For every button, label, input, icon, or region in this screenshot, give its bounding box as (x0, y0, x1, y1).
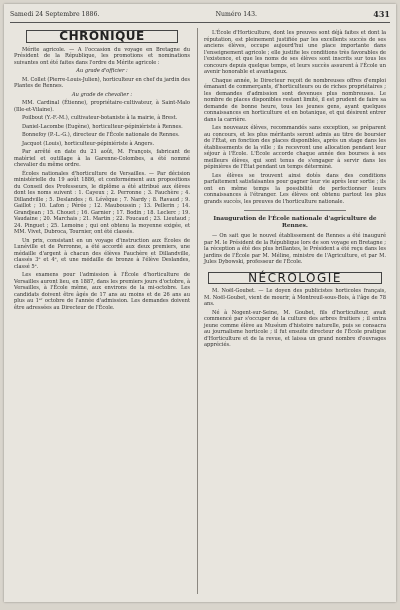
prize-paragraph: Un prix, consistant en un voyage d'instruction aux Écoles de Lunéville et de Perronne, a été accordé aux deux premiers, une médaille d'argent à chacun des élèves Fauchère et Dillandville, classés 3ᵉ et 4ᵉ, et une médaille de bronze à l'élève Deslandes, classé 5ᵉ. (14, 237, 190, 270)
page-number: 431 (373, 9, 390, 19)
officer-subheading: Au grade d'officier : (76, 68, 128, 74)
inauguration-heading: Inauguration de l'École nationale d'agriculture de Rennes. (213, 216, 377, 229)
issue-date: Samedi 24 Septembre 1886. (10, 10, 100, 18)
admission-paragraph: Les examens pour l'admission à l'École d'horticulture de Versailles auront lieu, en 1887, dans les premiers jours d'octobre, à Versailles, à l'École même, aux environs de la mi-octobre. Les candidats doivent être âgés de 17 ans au moins et de 26 ans au plus au 1ᵉʳ octobre de l'année d'admission. Les demandes doivent être adressées au Directeur de l'École. (14, 272, 190, 311)
obituary-paragraph: Né à Nogent-sur-Seine, M. Goubet, fils d'horticulteur, avait commencé par s'occuper de la culture des arbres fruitiers ; il entra jeune comme élève au Muséum d'histoire naturelle, puis se consacra au journalisme horticole ; il fut ensuite directeur de l'École pratique d'Horticulture et de la revue, et laissa un grand nombre d'ouvrages appréciés. (204, 309, 386, 348)
school-paragraph: L'École d'Horticulture, dont les preuves sont déjà faites et dont la réputation, est pleinement justifiée par les excellents succès de ses anciens élèves, occupe aujourd'hui une place importante dans l'enseignement agricole ; elle justifie les conditions très favorables de l'existence, et que les noms de ses élèves sont inscrits sur tous les concours depuis quelque temps, et leurs succès assurent à l'École un avenir honorable et avantageux. (204, 30, 386, 75)
school-paragraph: Les nouveaux élèves, recommandés sans exception, se préparent au concours, et les plus méritants seront admis au titre de boursier de l'État, en fonction des places disponibles, après un stage dans les établissements de la ville ; ils recevront une allocation pendant leur séjour à l'École. L'École accorde chaque année des bourses à ses meilleurs élèves, qui sont tenus de s'engager à servir dans les pépinières de l'État pendant un temps déterminé. (204, 125, 386, 170)
section-separator (244, 210, 346, 211)
right-column (204, 30, 386, 594)
chevalier-entry: Bonnefoy (P.-L.-G.), directeur de l'École nationale de Rennes. (22, 132, 180, 138)
left-column (14, 30, 190, 594)
arrete-paragraph: Par arrêté en date du 21 août, M. François, fabricant de matériel et outillage à la Garenne-Colombes, a été nommé chevalier du même ordre. (14, 149, 190, 168)
column-divider (197, 28, 198, 594)
chevalier-entry: Poilbout (Y.-F.-M.), cultivateur-botaniste à la mairie, à Brest. (22, 115, 178, 121)
school-paragraph: Chaque année, le Directeur reçoit de nombreuses offres d'emploi émanant de commerçants, d'horticulteurs ou de riches propriétaires ; les demandes d'admission sont devenues plus nombreuses. Le nombre de places disponibles restant limité, il est prudent de faire sa demande de bonne heure, tous les jeunes gens, ayant quelques connaissances en horticulture et en botanique, et qui désirent entrer dans la carrière. (204, 77, 386, 123)
merite-agricole-paragraph: Mérite agricole. — A l'occasion du voyage en Bretagne du Président de la République, les promotions et nominations suivantes ont été faites dans l'ordre du Mérite agricole : (14, 46, 190, 66)
chevalier-entry: Jacquot (Louis), horticulteur-pépiniériste à Angers. (22, 140, 155, 147)
inauguration-paragraph: — On sait que le nouvel établissement de Rennes a été inauguré par M. le Président de la République lors de son voyage en Bretagne ; la réception a été des plus brillantes, le Président a été reçu dans les jardins de l'École par M. Méline, ministre de l'Agriculture, et par M. Jules Dybowski, professeur de l'École. (204, 233, 386, 265)
issue-number: Numéro 143. (215, 10, 257, 18)
chronique-title: CHRONIQUE (26, 30, 178, 43)
officer-entry: M. Collet (Pierre-Louis-Julien), horticulteur en chef du jardin des Plantes de Rennes. (14, 76, 190, 89)
newspaper-page (4, 4, 396, 602)
chevalier-subheading: Au grade de chevalier : (71, 91, 133, 98)
obituary-paragraph: M. Noël-Goubet. — Le doyen des publicistes horticoles français, M. Noël-Goubet, vient de mourir, à Montreuil-sous-Bois, à l'âge de 78 ans. (204, 288, 386, 307)
versailles-school-paragraph: Écoles nationales d'horticulture de Versailles. — Par décision ministérielle du 19 août 1886, et conformément aux propositions du Conseil des Professeurs, le diplôme a été attribué aux élèves dont les noms suivent : 1. Cayeux ; 2. Perronne ; 3. Fauchère ; 4. Dillandville ; 5. Deslandes ; 6. Lévêque ; 7. Nardy ; 8. Ravaud ; 9. Gaillot ; 10. Lafon ; Pérée ; 12. Mauboussin ; 13. Pellerin ; 14. Grandjean ; 15. Chouet ; 16. Garnier ; 17. Bodin ; 18. Leclerc ; 19. Vaudaine ; 20. Marchais ; 21. Martin ; 22. Foucaud ; 23. Lieutaud ; 24. Pinguet ; 25. Lemoine ; qui ont obtenu la moyenne exigée, et MM. Vivet, Dubroca, Tournier, ont été classés. (14, 170, 190, 235)
page-header (10, 6, 390, 23)
school-paragraph: Les élèves se trouvent ainsi dotés dans des conditions parfaitement satisfaisantes pour gagner leur vie après leur sortie ; ils ont en même temps la possibilité de perfectionner leurs connaissances à l'étranger. Les élèves ont obtenu partout les plus grands succès, les preuves de l'horticulture nationale. (204, 172, 386, 205)
chevalier-entry: Daniel-Lacombe (Eugène), horticulteur-pépiniériste à Rennes. (22, 123, 183, 130)
necrologie-title: NÉCROLOGIE (208, 272, 382, 285)
chevalier-entry: MM. Cardinal (Étienne), propriétaire-cultivateur, à Saint-Malo (Ille-et-Vilaine). (14, 100, 190, 113)
